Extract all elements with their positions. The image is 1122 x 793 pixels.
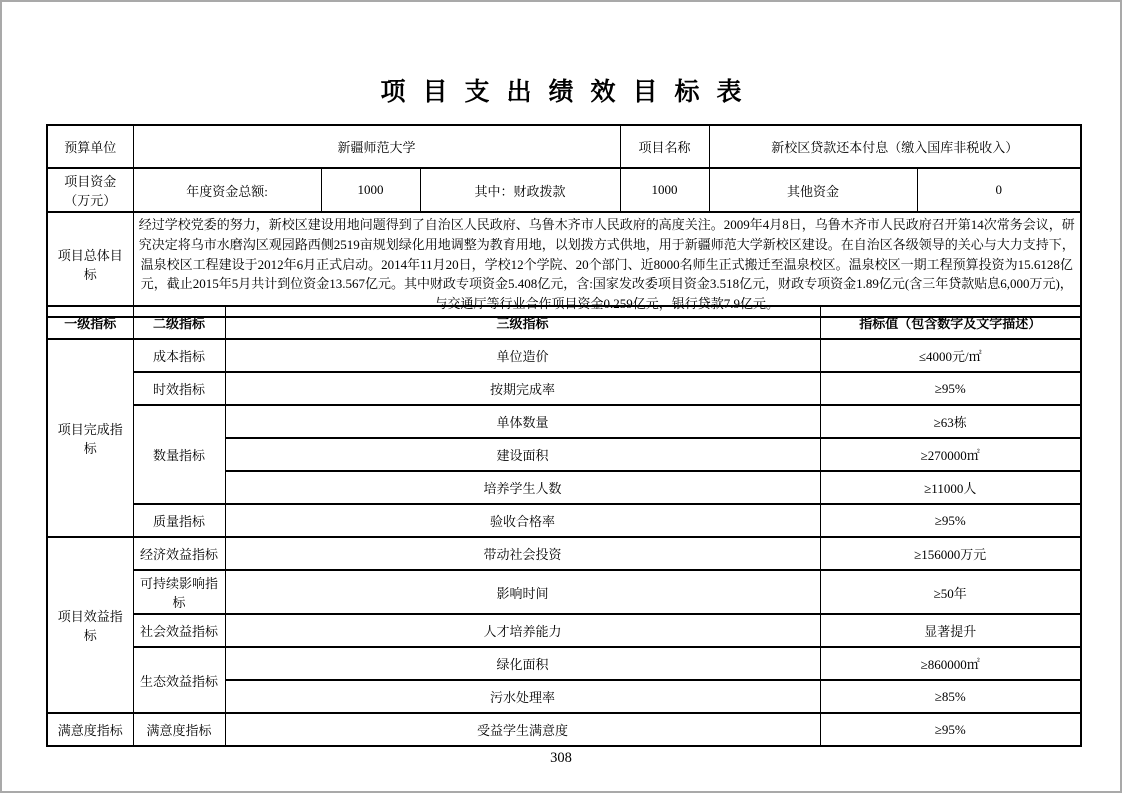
level2-cell: 质量指标 [133,504,225,537]
indicator-value: ≥860000㎡ [820,647,1081,680]
level3-cell: 培养学生人数 [225,471,820,504]
indicator-value: ≤4000元/㎡ [820,339,1081,372]
table-row [47,339,1081,372]
table-row [47,125,1081,168]
indicator-value: ≥270000㎡ [820,438,1081,471]
budget-unit-value: 新疆师范大学 [133,125,620,168]
indicator-table [46,305,1082,747]
annual-total-value: 1000 [321,168,420,212]
level3-cell: 单体数量 [225,405,820,438]
overall-goal-label: 项目总体目标 [47,212,133,317]
fiscal-allocation-value: 1000 [620,168,709,212]
level2-cell: 满意度指标 [133,713,225,746]
table-row [47,713,1081,746]
project-name-label: 项目名称 [620,125,709,168]
level3-cell: 绿化面积 [225,647,820,680]
level2-cell: 可持续影响指标 [133,570,225,614]
level2-cell: 经济效益指标 [133,537,225,570]
fiscal-allocation-label: 其中：财政拨款 [420,168,620,212]
indicator-value: ≥63栋 [820,405,1081,438]
level2-cell: 成本指标 [133,339,225,372]
table-row [47,570,1081,614]
level1-cell: 项目效益指标 [47,537,133,713]
project-name-value: 新校区贷款还本付息（缴入国库非税收入） [709,125,1081,168]
level3-cell: 建设面积 [225,438,820,471]
funds-label: 项目资金（万元） [47,168,133,212]
indicator-value: ≥156000万元 [820,537,1081,570]
project-info-table [46,124,1082,318]
level2-cell: 社会效益指标 [133,614,225,647]
table-header-row [47,306,1081,339]
level2-cell: 生态效益指标 [133,647,225,713]
table-row [47,647,1081,680]
level3-cell: 带动社会投资 [225,537,820,570]
other-funds-label: 其他资金 [709,168,917,212]
header-level2: 二级指标 [133,306,225,339]
level2-cell: 时效指标 [133,372,225,405]
level1-cell: 满意度指标 [47,713,133,746]
indicator-value: ≥95% [820,504,1081,537]
level3-cell: 单位造价 [225,339,820,372]
level1-cell: 项目完成指标 [47,339,133,537]
other-funds-value: 0 [917,168,1081,212]
level3-cell: 验收合格率 [225,504,820,537]
table-row [47,504,1081,537]
table-row [47,537,1081,570]
overall-goal-text: 经过学校党委的努力，新校区建设用地问题得到了自治区人民政府、乌鲁木齐市人民政府的高度关注。2009年4月8日，乌鲁木齐市人民政府召开第14次常务会议，研究决定将乌市水磨沟区观园路西侧2519亩规划绿化用地调整为教育用地，以划拨方式供地，用于新疆师范大学新校区建设。在自治区各级领导的关心与大力支持下，温泉校区工程建设于2012年6月正式启动。2014年11月20日，学校12个学院、20个部门、近8000名师生正式搬迁至温泉校区。温泉校区一期工程预算投资为15.6128亿元，截止2015年5月共计到位资金13.567亿元。其中财政专项资金5.408亿元，含:国家发改委项目资金3.518亿元，财政专项资金1.89亿元(含三年贷款贴息6,000万元)，与交通厅等行业合作项目资金0.259亿元，银行贷款7.9亿元。 [133,212,1081,317]
level3-cell: 污水处理率 [225,680,820,713]
page-number: 308 [550,750,572,766]
level3-cell: 人才培养能力 [225,614,820,647]
header-level1: 一级指标 [47,306,133,339]
level3-cell: 按期完成率 [225,372,820,405]
page-title: 项目支出绩效目标表 [380,79,759,106]
level3-cell: 受益学生满意度 [225,713,820,746]
annual-total-label: 年度资金总额: [133,168,321,212]
indicator-value: ≥95% [820,372,1081,405]
indicator-value: ≥50年 [820,570,1081,614]
budget-unit-label: 预算单位 [47,125,133,168]
table-row [47,614,1081,647]
indicator-value: ≥11000人 [820,471,1081,504]
table-row [47,405,1081,438]
indicator-value: ≥95% [820,713,1081,746]
table-row [47,372,1081,405]
level3-cell: 影响时间 [225,570,820,614]
table-row [47,212,1081,317]
header-value: 指标值（包含数字及文字描述） [820,306,1081,339]
header-level3: 三级指标 [225,306,820,339]
level2-cell: 数量指标 [133,405,225,504]
table-row [47,168,1081,212]
indicator-value: 显著提升 [820,614,1081,647]
indicator-value: ≥85% [820,680,1081,713]
